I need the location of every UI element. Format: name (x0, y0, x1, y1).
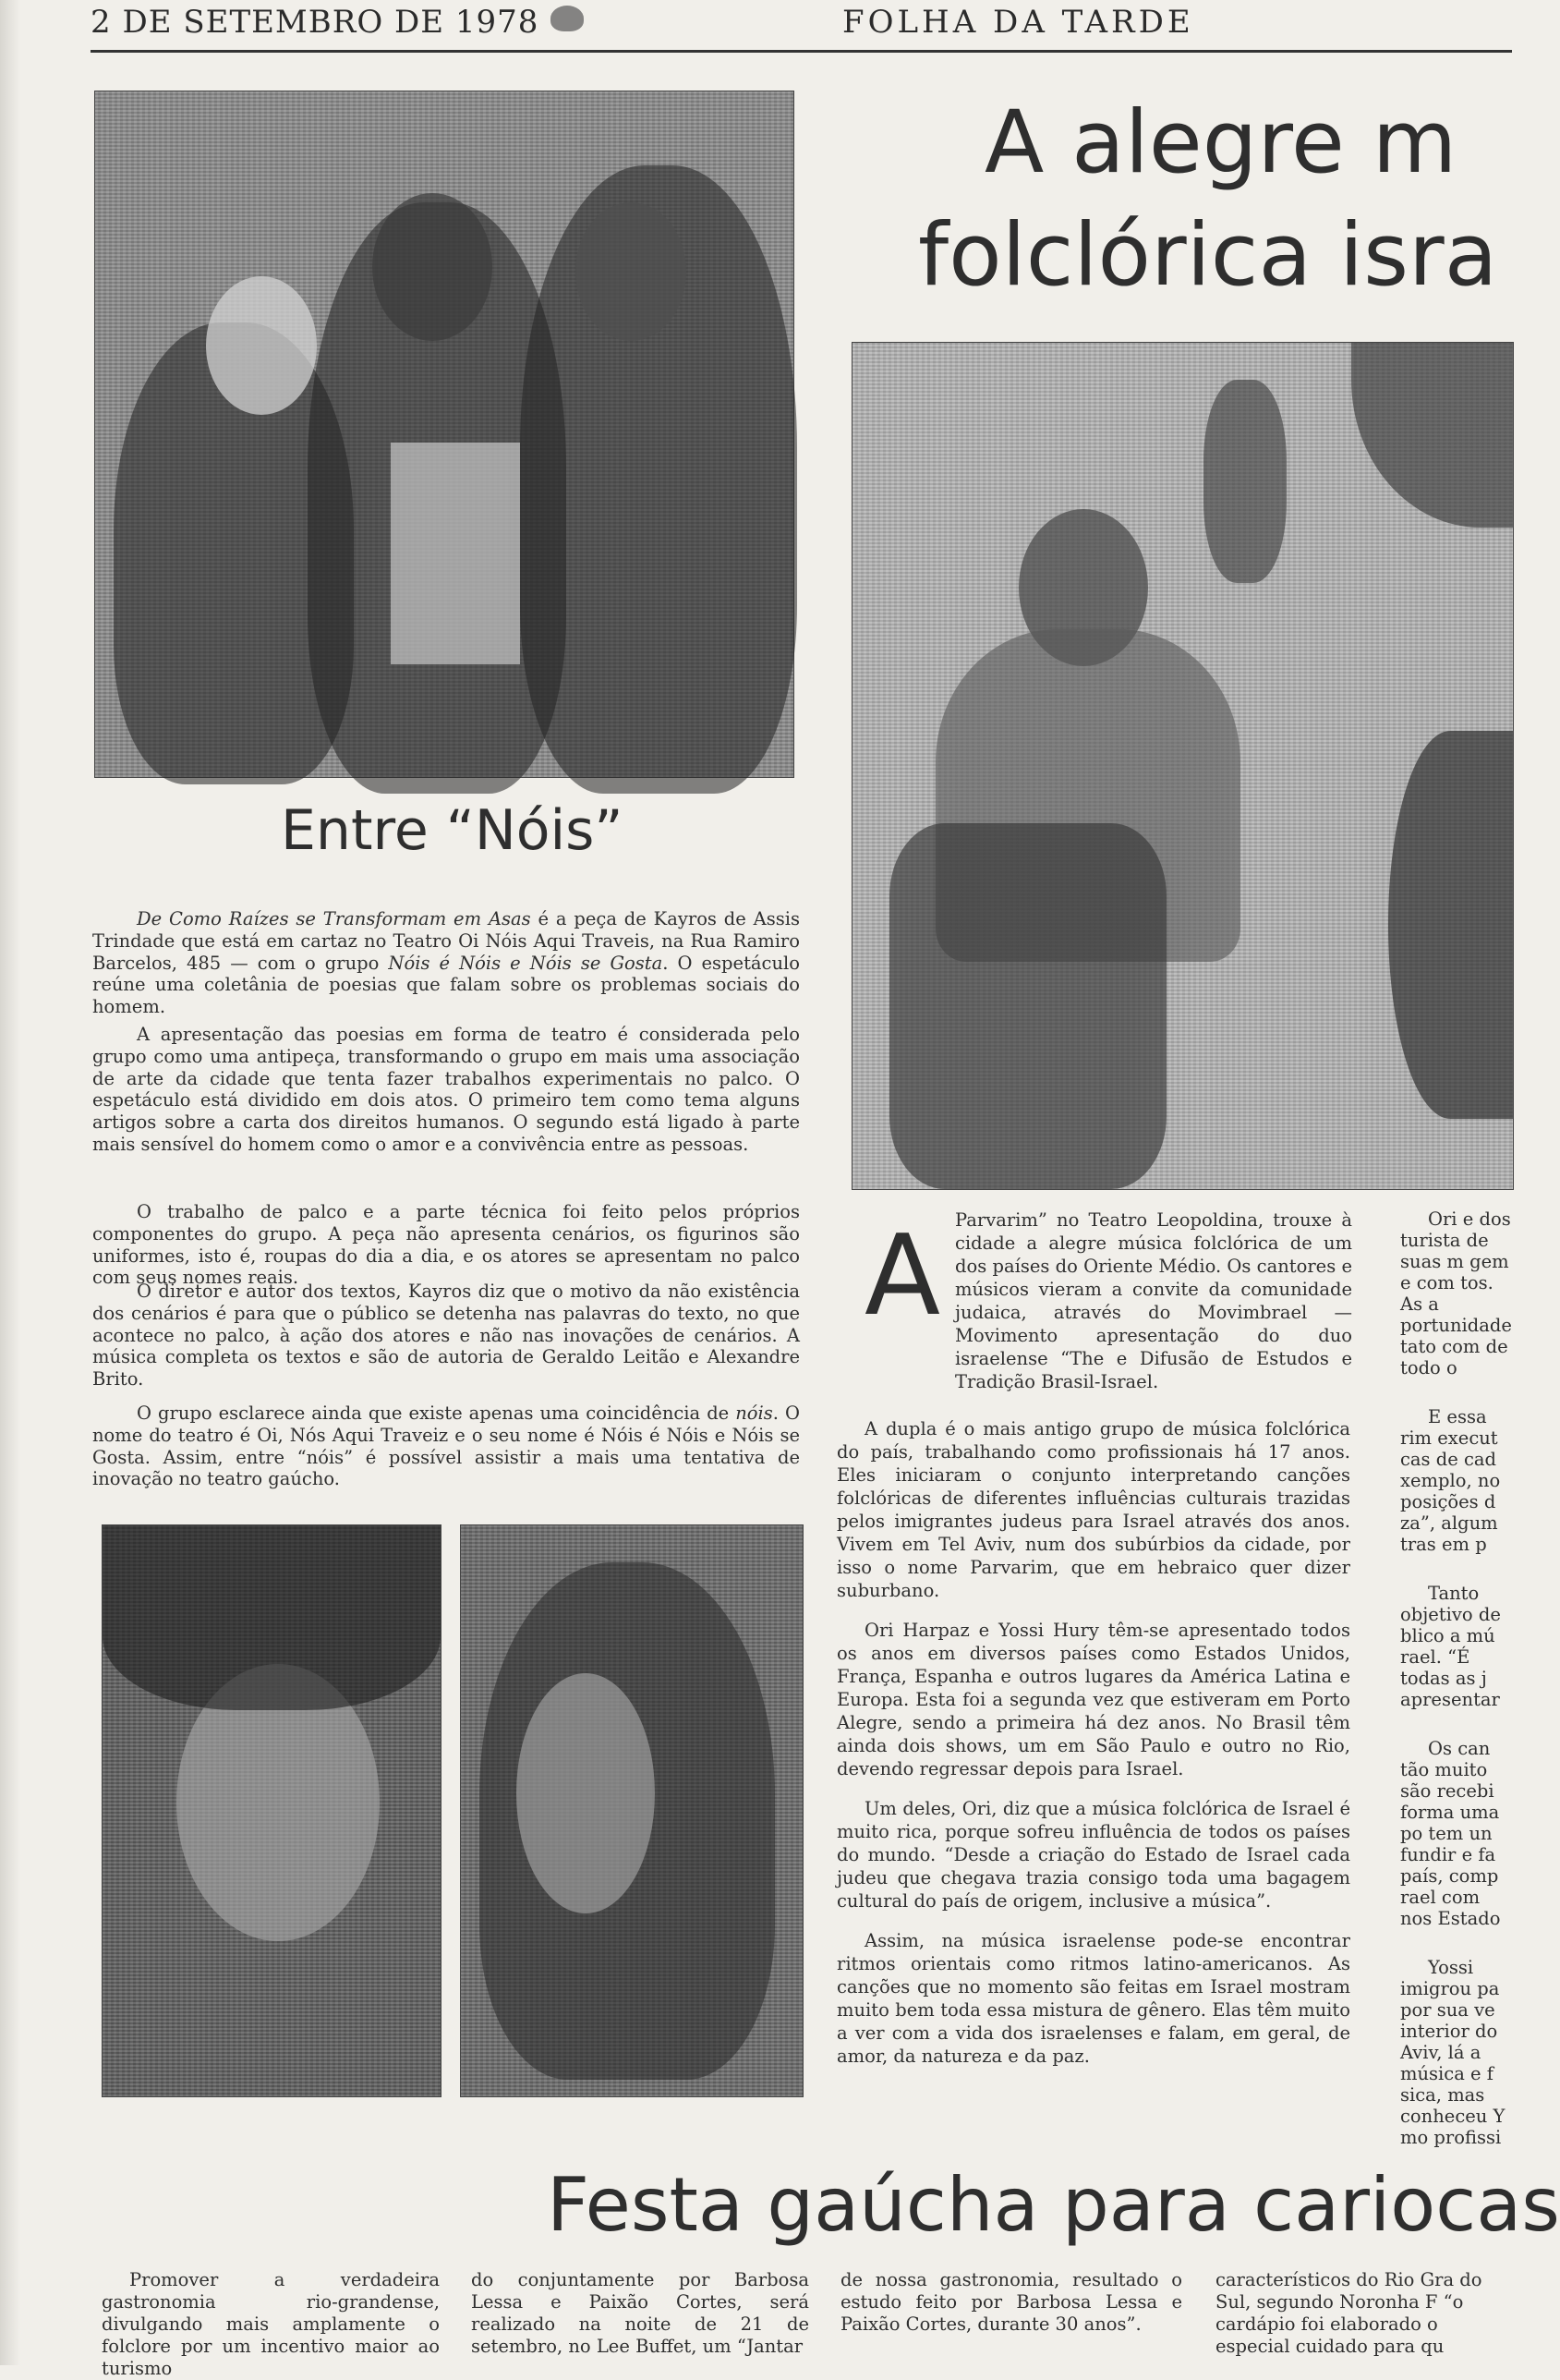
bottom-article-column-2: do conjuntamente por Barbosa Lessa e Paixão Cortes, será realizado na noite de 21 de setembro, no Lee Buffet, um “Jantar (471, 2269, 809, 2357)
right-col1-paragraph-2: Ori Harpaz e Yossi Hury têm-se apresentado todos os anos em diversos países como Estados Unidos, França, Espanha e outros lugares da América Latina e Europa. Esta foi a segunda vez que estiveram em Porto Alegre, sendo a primeira há dez anos. No Brasil têm ainda dois shows, um em São Paulo e outro no Rio, devendo regressar depois para Israel. (837, 1620, 1350, 1779)
photo-group-actors (94, 91, 794, 778)
masthead-emblem (550, 6, 584, 31)
right-col2-paragraph-3: Tanto objetivo de blico a mú rael. “É todas as j apresentar (1400, 1583, 1501, 1710)
photo-face-right (460, 1524, 804, 2097)
bottom-article-column-1: Promover a verdadeira gastronomia rio-grandense, divulgando mais amplamente o folclore por um incentivo maior ao turismo (102, 2269, 440, 2379)
right-col1-paragraph-4: Assim, na música israelense pode-se encontrar ritmos orientais como ritmos latino-americanos. As canções que no momento são feitas em Israel mostram muito bem toda essa mistura de gênero. Elas têm muito a ver com a vida dos israelenses e falam, em geral, de amor, da natureza e da paz. (837, 1930, 1350, 2067)
left-article-title: Entre “Nóis” (281, 798, 623, 863)
left-article-paragraph-5: O grupo esclarece ainda que existe apenas uma coincidência de nóis. O nome do teatro é Oi, Nós Aqui Traveiz e o seu nome é Nóis é Nóis e Nóis se Gosta. Assim, entre “nóis” é possível assistir a mais uma tentativa de inovação no teatro gaúcho. (92, 1402, 801, 1490)
right-col1-paragraph-1: A dupla é o mais antigo grupo de música folclórica do país, trabalhando como profissionais há 17 anos. Eles iniciaram o conjunto interpretando canções folclóricas de diferentes influências culturais trazidas pelos imigrantes judeus para Israel através dos anos. Vivem em Tel Aviv, num dos subúrbios da cidade, por isso o nome Parvarim, que em hebraico quer dizer suburbano. (837, 1418, 1350, 1601)
masthead-date: 2 DE SETEMBRO DE 1978 (91, 4, 539, 41)
bottom-article-column-3: de nossa gastronomia, resultado o estudo feito por Barbosa Lessa e Paixão Cortes, durante 30 anos”. (840, 2269, 1182, 2335)
page-edge (0, 0, 20, 2365)
right-article-title-line-2: folclórica isra (918, 205, 1498, 306)
right-article-lead: Parvarim” no Teatro Leopoldina, trouxe à cidade a alegre música folclórica de um dos países do Oriente Médio. Os cantores e músicos vieram a convite da comunidade judaica, através do Movimbrael — Movimento apresentação do duo israelense “The e Difusão de Estudos e Tradição Brasil-Israel. (955, 1209, 1352, 1392)
left-article-paragraph-3: O trabalho de palco e a parte técnica foi feito pelos próprios componentes do grupo. A peça não apresenta cenários, os figurinos são uniformes, isto é, roupas do dia a dia, e os atores se apresentam no palco com seus nomes reais. (92, 1201, 800, 1289)
photo-face-left (102, 1524, 441, 2097)
right-col2-paragraph-5: Yossi imigrou pa por sua ve interior do Aviv, lá a música e f sica, mas conheceu Y mo profissi (1400, 1957, 1506, 2148)
bottom-article-title: Festa gaúcha para cariocas (547, 2162, 1560, 2248)
left-article-paragraph-1: De Como Raízes se Transformam em Asas é a peça de Kayros de Assis Trindade que está em cartaz no Teatro Oi Nóis Aqui Traveis, na Rua Ramiro Barcelos, 485 — com o grupo Nóis é Nóis e Nóis se Gosta. O espetáculo reúne uma coletânia de poesias que falam sobre os problemas sociais do homem. (92, 908, 800, 1018)
right-col1-paragraph-3: Um deles, Ori, diz que a música folclórica de Israel é muito rica, porque sofreu influência de todos os países do mundo. “Desde a criação do Estado de Israel cada judeu que chegava trazia consigo toda uma bagagem cultural do país de origem, inclusive a música”. (837, 1798, 1350, 1912)
bottom-article-column-4: característicos do Rio Gra do Sul, segundo Noronha F “o cardápio foi elaborado o especial cuidado para qu (1215, 2269, 1482, 2357)
right-col2-paragraph-1: Ori e dos turista de suas m gem e com tos. As a portunidade tato com de todo o (1400, 1208, 1512, 1378)
masthead-rule (91, 50, 1512, 53)
left-article-paragraph-4: O diretor e autor dos textos, Kayros diz que o motivo da não existência dos cenários é para que o público se detenha nas palavras do texto, no que acontece no palco, à ação dos atores e não nas inovações de cenários. A música completa os textos e são de autoria de Geraldo Leitão e Alexandre Brito. (92, 1281, 800, 1390)
right-article-title-line-1: A alegre m (985, 92, 1457, 193)
right-article-dropcap: A (865, 1212, 941, 1341)
right-article-column-1 (837, 1417, 1350, 2084)
left-article-paragraph-2: A apresentação das poesias em forma de teatro é considerada pelo grupo como uma antipeça, transformando o grupo em mais uma associação de arte da cidade que tenta fazer trabalhos experimentais no palco. O espetáculo está dividido em dois atos. O primeiro tem como tema alguns artigos sobre a carta dos direitos humanos. O segundo está ligado à parte mais sensível do homem como o amor e a convivência entre as pessoas. (92, 1024, 800, 1155)
right-article-column-2 (1400, 1208, 1512, 2148)
masthead-publication: FOLHA DA TARDE (842, 4, 1194, 41)
photo-musicians (852, 342, 1514, 1190)
right-col2-paragraph-4: Os can tão muito são recebi forma uma po tem un fundir e fa país, comp rael com nos Estado (1400, 1738, 1501, 1929)
right-col2-paragraph-2: E essa rim execut cas de cad xemplo, no posições d za”, algum tras em p (1400, 1406, 1501, 1555)
